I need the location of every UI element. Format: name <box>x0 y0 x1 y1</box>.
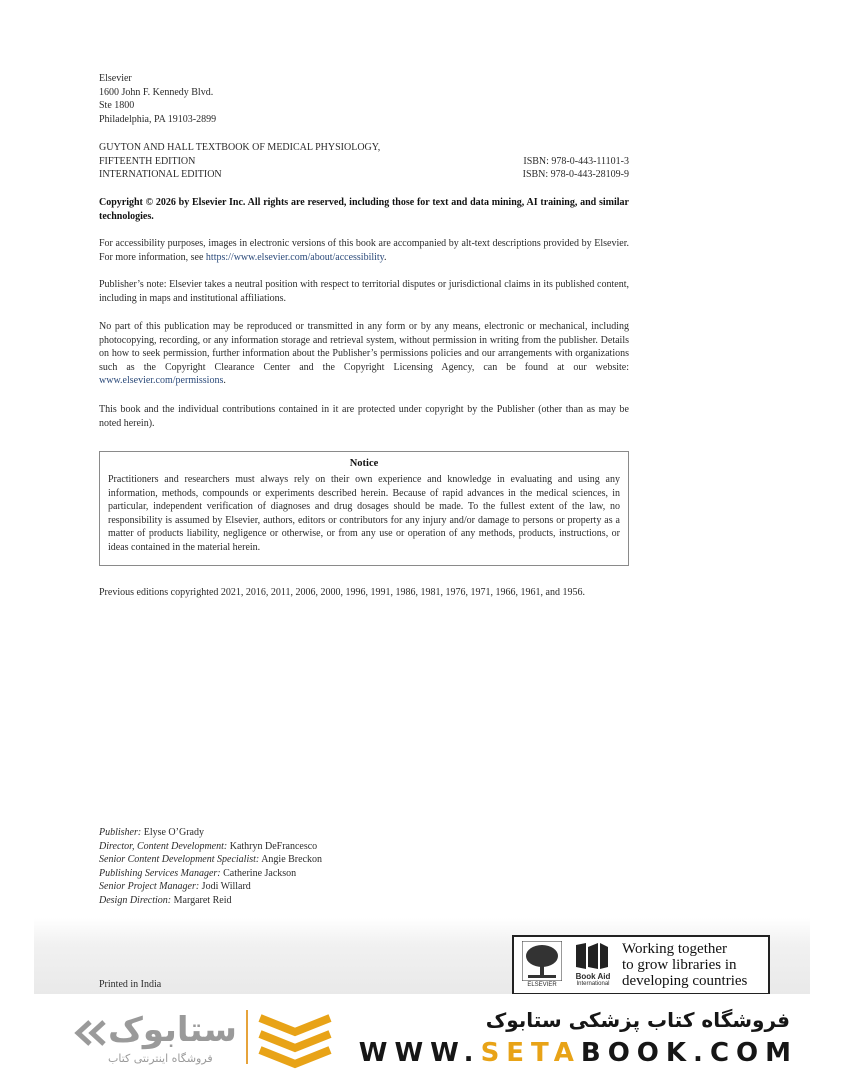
credit-name: Margaret Reid <box>173 894 232 906</box>
slogan-line: to grow libraries in <box>622 957 737 973</box>
credits-list <box>99 826 322 908</box>
isbn-row <box>99 155 629 169</box>
credit-name: Kathryn DeFrancesco <box>229 840 318 852</box>
watermark-band <box>0 994 844 1080</box>
printed-in: Printed in India <box>99 979 162 990</box>
book-title: GUYTON AND HALL TEXTBOOK OF MEDICAL PHYSIOLOGY, <box>99 142 381 153</box>
credit-role: Design Direction: <box>99 894 172 906</box>
credit-role: Publisher: <box>99 827 142 838</box>
permissions-link[interactable]: www.elsevier.com/permissions <box>99 375 224 387</box>
book-aid-icon <box>574 941 610 971</box>
book-info <box>99 141 629 182</box>
accessibility-text: For accessibility purposes, images in electronic versions of this book are accompanied by alt-text descriptions provided by Elsevier. For more information, see <box>99 238 629 263</box>
elsevier-tree-icon <box>522 941 562 981</box>
setabook-chevron-icon <box>72 1018 108 1048</box>
credit-line <box>99 867 322 881</box>
elsevier-logo <box>520 939 564 991</box>
credit-name: Elyse O’Grady <box>143 827 204 838</box>
site-url-prefix: WWW. <box>358 1038 481 1068</box>
book-aid-banner <box>512 935 770 995</box>
publisher-address <box>99 72 216 126</box>
setabook-logo <box>72 1008 237 1068</box>
permissions-text: No part of this publication may be reproduced or transmitted in any form or by any means, electronic or mechanical, including photocopying, recording, or any information storage and retrieval system, without permission in writing from the publisher. Details on how to seek permission, further information about the Publisher’s permissions policies and our arrangements with organizations such as the Copyright Clearance Center and the Copyright Licensing Agency, can be found at our website: <box>99 321 629 373</box>
publisher-note: Publisher’s note: Elsevier takes a neutral position with respect to territorial disputes or jurisdictional claims in its published content, including in maps and institutional affiliations. <box>99 279 629 304</box>
credit-line <box>99 826 322 840</box>
site-url-suffix: BOOK.COM <box>580 1038 798 1068</box>
setabook-logo-subtitle: فروشگاه اینترنتی کتاب <box>108 1052 213 1065</box>
notice-title: Notice <box>349 458 379 469</box>
slogan-line: Working together <box>622 941 728 957</box>
credit-role: Senior Content Development Specialist: <box>99 854 260 866</box>
bookaid-label-2: International <box>576 981 610 987</box>
isbn-international: ISBN: 978-0-443-28109-9 <box>522 169 629 181</box>
credit-line <box>99 853 322 867</box>
previous-editions: Previous editions copyrighted 2021, 2016, 2011, 2006, 2000, 1996, 1991, 1986, 1981, 1976, 1971, 1966, 1961, and 1956. <box>99 587 585 598</box>
protected-paragraph: This book and the individual contributions contained in it are protected under copyright by the Publisher (other than as may be noted herein). <box>99 404 629 429</box>
edition-label: FIFTEENTH EDITION <box>99 155 196 167</box>
credit-name: Angie Breckon <box>261 854 323 866</box>
credit-role: Director, Content Development: <box>99 840 228 852</box>
site-url-accent: SETA <box>480 1038 581 1068</box>
setabook-book-icon <box>256 1010 334 1070</box>
notice-box <box>99 451 629 566</box>
address-line: Ste 1800 <box>99 100 135 112</box>
accessibility-end: . <box>384 251 387 263</box>
isbn-primary: ISBN: 978-0-443-11101-3 <box>523 155 629 167</box>
credit-role: Senior Project Manager: <box>99 881 200 893</box>
bookaid-logo <box>570 939 616 991</box>
setabook-logo-text: ستابوک <box>108 1010 237 1050</box>
address-line: Philadelphia, PA 19103-2899 <box>99 113 217 125</box>
shop-name: فروشگاه کتاب پزشکی ستابوک <box>485 1008 790 1032</box>
credit-line <box>99 880 322 894</box>
credit-name: Catherine Jackson <box>223 867 297 879</box>
isbn-row-intl <box>99 168 629 182</box>
site-url[interactable] <box>359 1038 798 1068</box>
bookaid-label-1: Book Aid <box>575 972 611 981</box>
notice-text: Practitioners and researchers must always rely on their own experience and knowledge in evaluating and using any information, methods, compounds or experiments described herein. Because of rapid advances in the medical sciences, in particular, independent verification of diagnoses and drug dosages should be made. To the fullest extent of the law, no responsibility is assumed by Elsevier, authors, editors or contributors for any injury and/or damage to persons or property as a matter of products liability, negligence or otherwise, or from any use or operation of any methods, products, instructions, or ideas contained in the material herein. <box>108 474 620 553</box>
permissions-paragraph <box>99 320 629 388</box>
address-line: 1600 John F. Kennedy Blvd. <box>99 86 214 98</box>
address-line: Elsevier <box>99 73 132 84</box>
elsevier-label: ELSEVIER <box>527 982 557 988</box>
international-edition-label: INTERNATIONAL EDITION <box>99 169 222 181</box>
accessibility-link[interactable]: https://www.elsevier.com/about/accessibility <box>205 251 385 263</box>
credit-role: Publishing Services Manager: <box>99 867 221 879</box>
credit-line <box>99 894 322 908</box>
slogan-line: developing countries <box>622 973 748 989</box>
divider <box>246 1010 248 1064</box>
bookaid-slogan <box>622 941 747 989</box>
credit-name: Jodi Willard <box>201 881 251 893</box>
accessibility-paragraph <box>99 237 629 264</box>
credit-line <box>99 840 322 854</box>
permissions-end: . <box>223 375 226 387</box>
copyright-statement: Copyright © 2026 by Elsevier Inc. All rights are reserved, including those for text and data mining, AI training, and similar technologies. <box>99 197 629 222</box>
